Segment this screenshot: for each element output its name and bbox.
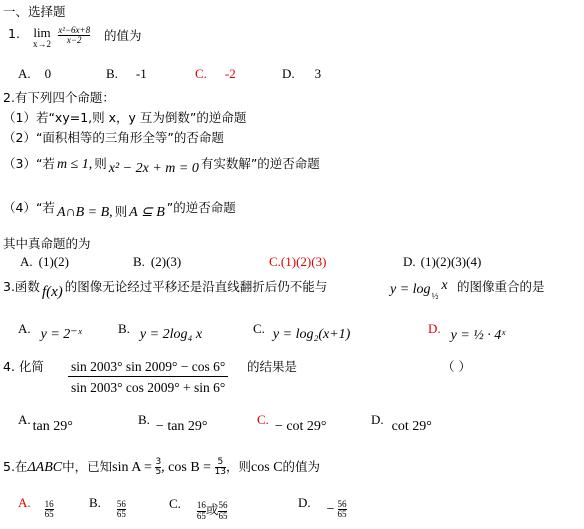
- math: A ⊆ B: [129, 205, 165, 220]
- q1-tail: 的值为: [104, 28, 142, 43]
- q3-stem: [3, 277, 328, 300]
- q1-limit: [33, 26, 90, 49]
- option-value: y = log₂(x+1): [272, 327, 351, 342]
- q4-answer-paren: （ ）: [442, 359, 471, 374]
- text: 则: [114, 204, 128, 219]
- q1-denominator: x−2: [58, 35, 90, 45]
- option-label: C.: [169, 496, 181, 511]
- option-value: tan 29°: [32, 419, 73, 434]
- q2-option-b[interactable]: [133, 254, 181, 270]
- math: 3: [155, 456, 162, 467]
- q2-option-a[interactable]: [20, 254, 69, 270]
- option-label: D.: [282, 66, 295, 81]
- q3-option-a[interactable]: [18, 321, 82, 342]
- q1-option-a[interactable]: [18, 66, 51, 82]
- text: 的图像无论经过平移还是沿直线翻折后仍不能与: [64, 279, 328, 294]
- math: m ≤ 1,: [56, 157, 93, 172]
- option-label: C.: [269, 254, 281, 269]
- q5-option-c[interactable]: [169, 494, 228, 521]
- math: −: [326, 501, 335, 517]
- q4-option-d[interactable]: [371, 412, 432, 434]
- text: 5.在: [3, 459, 28, 474]
- math: , cos B =: [161, 460, 215, 475]
- q1-numerator: x²−6x+8: [58, 25, 91, 35]
- option-value: (2)(3): [150, 254, 182, 269]
- text: 或: [205, 502, 219, 517]
- text: 有实数解”的逆否命题: [200, 156, 320, 171]
- math: sin A =: [112, 460, 156, 475]
- q5-option-b[interactable]: [89, 494, 126, 520]
- option-label: A.: [18, 412, 31, 427]
- q1-number: 1.: [8, 26, 20, 41]
- option-value: − tan 29°: [155, 419, 208, 434]
- option-value: cot 29°: [391, 419, 432, 434]
- math: 5: [217, 456, 224, 467]
- math: 65: [337, 509, 347, 520]
- q3-option-b[interactable]: [118, 321, 203, 342]
- option-label: C.: [257, 412, 269, 427]
- math: cos C: [251, 460, 283, 475]
- text: （4）“若: [3, 200, 55, 215]
- q1-lim-sub: x→2: [33, 38, 51, 49]
- option-label: D.: [298, 494, 311, 510]
- option-value: y = 2⁻ˣ: [40, 327, 82, 342]
- option-value: 3: [314, 66, 322, 81]
- option-label: A.: [18, 494, 31, 510]
- option-label: A.: [18, 321, 31, 336]
- q2-proposition-3: [3, 154, 320, 176]
- math: ΔABC: [27, 460, 63, 475]
- q5-option-a[interactable]: [18, 494, 54, 520]
- q3-option-c[interactable]: [253, 321, 351, 342]
- q4-option-c[interactable]: [257, 412, 327, 434]
- math: 16: [196, 500, 206, 511]
- option-label: C.: [195, 66, 207, 81]
- option-label: B.: [106, 66, 118, 81]
- q1-option-c[interactable]: [195, 66, 236, 82]
- q4-denominator: sin 2003° cos 2009° + sin 6°: [68, 376, 228, 395]
- option-label: A.: [18, 66, 31, 81]
- text: 3.函数: [3, 279, 40, 294]
- math: f(x): [41, 284, 63, 300]
- option-value: − cot 29°: [274, 419, 327, 434]
- q1-lim: lim: [33, 25, 51, 40]
- q4-option-b[interactable]: [138, 412, 208, 434]
- q2-proposition-1: （1）若“xy=1,则 x，y 互为倒数”的逆命题: [3, 110, 247, 125]
- text: ，则: [226, 459, 252, 474]
- math: 65: [44, 509, 54, 520]
- q5-option-d[interactable]: [298, 494, 347, 520]
- math: 65: [116, 509, 126, 520]
- q2-option-d[interactable]: [403, 254, 481, 270]
- option-label: A.: [20, 254, 33, 269]
- math: 56: [337, 499, 347, 509]
- q2-proposition-2: （2）“面积相等的三角形全等”的否命题: [3, 130, 224, 145]
- option-value: y = 2log₄ x: [139, 327, 203, 342]
- math: 56: [116, 499, 126, 509]
- math: 65: [218, 510, 228, 521]
- option-value: -2: [224, 66, 236, 81]
- q1-option-b[interactable]: [106, 66, 147, 82]
- math: 65: [196, 510, 206, 521]
- option-label: D.: [371, 412, 384, 427]
- math-sub: ½: [431, 291, 439, 301]
- option-label: D.: [428, 321, 441, 336]
- option-value: (1)(2)(3)(4): [420, 254, 482, 269]
- math: 13: [214, 467, 227, 477]
- option-value: (1)(2)(3): [280, 254, 327, 269]
- math: 5: [155, 467, 162, 477]
- text: 则: [94, 156, 107, 171]
- option-value: (1)(2): [38, 254, 69, 269]
- math: A∩B = B,: [56, 205, 113, 220]
- option-label: B.: [89, 494, 101, 510]
- option-label: B.: [138, 412, 150, 427]
- q5-stem: [3, 457, 320, 477]
- q4-numerator: sin 2003° sin 2009° − cos 6°: [71, 359, 226, 374]
- math: 56: [218, 500, 228, 511]
- math: x: [441, 278, 448, 293]
- q4-fraction: [68, 360, 228, 395]
- option-label: D.: [403, 254, 416, 269]
- q4-stem: 4. 化简: [3, 359, 44, 374]
- option-value: 0: [44, 66, 52, 81]
- option-value: y = ½ · 4ˣ: [450, 328, 506, 343]
- text: 中，已知: [62, 459, 113, 474]
- q3-option-d[interactable]: [428, 321, 506, 343]
- q2-ask: 其中真命题的为: [3, 236, 91, 251]
- q4-option-a[interactable]: [18, 412, 73, 434]
- q2-proposition-4: [3, 198, 236, 220]
- q3-tail: 的图像重合的是: [457, 279, 545, 294]
- text: 的值为: [282, 459, 321, 474]
- math: 16: [44, 499, 54, 509]
- q1-option-d[interactable]: [282, 66, 321, 82]
- q3-log-function: [390, 278, 448, 301]
- option-value: -1: [135, 66, 147, 81]
- q4-tail: 的结果是: [247, 359, 298, 374]
- option-label: C.: [253, 321, 265, 336]
- option-label: B.: [118, 321, 130, 336]
- q2-option-c[interactable]: [269, 254, 326, 270]
- math: x² − 2x + m = 0: [108, 161, 199, 176]
- section-title: 一、选择题: [3, 4, 66, 19]
- text: （3）“若: [3, 156, 55, 171]
- q2-stem: 2.有下列四个命题：: [3, 90, 115, 105]
- text: ”的逆否命题: [166, 200, 236, 215]
- math: y = log: [390, 282, 431, 297]
- option-label: B.: [133, 254, 145, 269]
